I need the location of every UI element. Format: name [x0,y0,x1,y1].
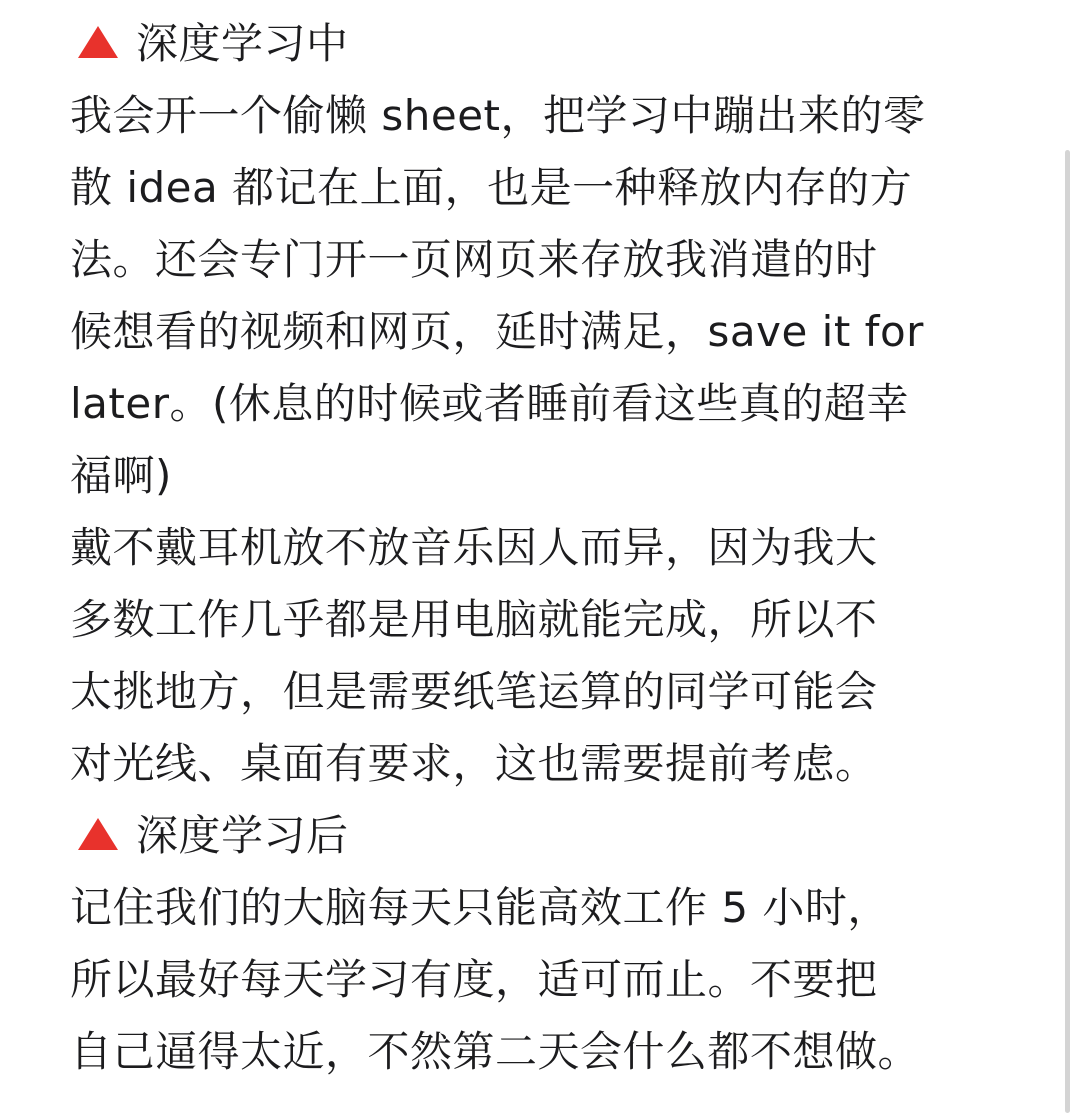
text-line: 所以最好每天学习有度，适可而止。不要把 [70,955,878,1004]
section-heading-after [70,800,1020,872]
red-triangle-icon [78,818,118,850]
heading-text: 深度学习中 [136,19,349,68]
article-body [70,8,1020,1088]
heading-text: 深度学习后 [136,811,349,860]
text-line: 自己逼得太近，不然第二天会什么都不想做。 [70,1027,921,1076]
paragraph-during-1 [70,80,1020,512]
text-line: 福啊) [70,451,172,500]
text-line: 对光线、桌面有要求，这也需要提前考虑。 [70,739,878,788]
text-line: 我会开一个偷懒 sheet，把学习中蹦出来的零 [70,91,926,140]
text-line: 太挑地方，但是需要纸笔运算的同学可能会 [70,667,878,716]
text-line: 多数工作几乎都是用电脑就能完成，所以不 [70,595,878,644]
text-line: 候想看的视频和网页，延时满足，save it for [70,307,924,356]
paragraph-during-2 [70,512,1020,800]
text-line: 戴不戴耳机放不放音乐因人而异，因为我大 [70,523,878,572]
text-line: 记住我们的大脑每天只能高效工作 5 小时， [70,883,890,932]
paragraph-after [70,872,1020,1088]
text-line: later。(休息的时候或者睡前看这些真的超幸 [70,379,909,428]
text-line: 法。还会专门开一页网页来存放我消遣的时 [70,235,878,284]
vertical-scrollbar[interactable] [1065,150,1070,1113]
text-line: 散 idea 都记在上面，也是一种释放内存的方 [70,163,913,212]
red-triangle-icon [78,26,118,58]
section-heading-during [70,8,1020,80]
